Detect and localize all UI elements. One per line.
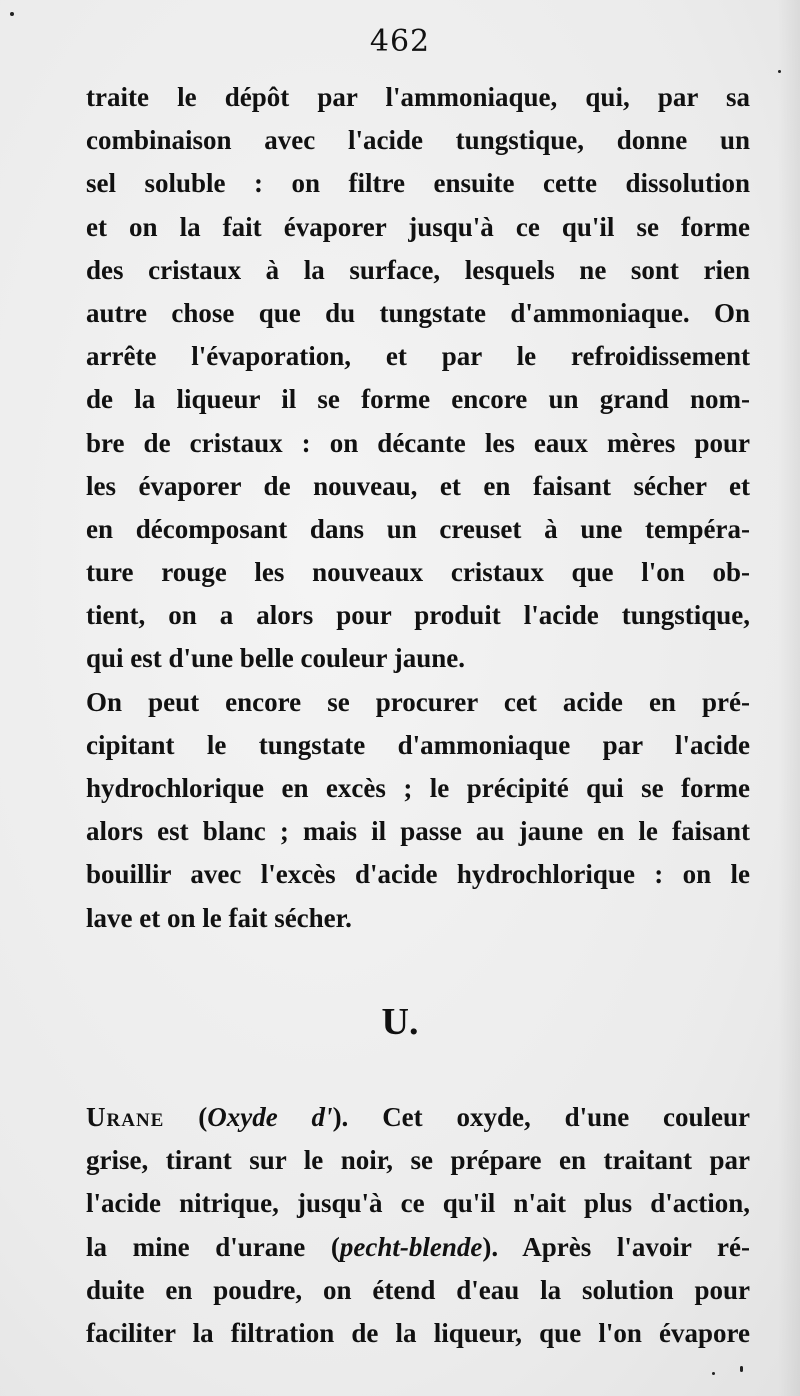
entry-text: la mine d'urane ( bbox=[86, 1231, 340, 1262]
text-line: autre chose que du tungstate d'ammoniaque. On bbox=[86, 297, 750, 328]
entry-headword: Urane bbox=[86, 1102, 165, 1132]
text-line: bre de cristaux : on décante les eaux mères pour bbox=[86, 427, 750, 458]
text-line: des cristaux à la surface, lesquels ne sont rien bbox=[86, 254, 750, 285]
text-line: les évaporer de nouveau, et en faisant sécher et bbox=[86, 470, 750, 501]
text-line: ture rouge les nouveaux cristaux que l'on ob- bbox=[86, 557, 750, 588]
text-line: l'acide nitrique, jusqu'à ce qu'il n'ait plus d'action, bbox=[86, 1188, 750, 1219]
paragraph-1 bbox=[86, 76, 750, 940]
text-line: qui est d'une belle couleur jaune. bbox=[86, 643, 466, 674]
paren: ( bbox=[198, 1102, 208, 1132]
text-line: sel soluble : on filtre ensuite cette dissolution bbox=[86, 168, 750, 199]
page-number: 462 bbox=[369, 24, 431, 59]
text-line: On peut encore se procurer cet acide en pré- bbox=[86, 686, 750, 717]
section-heading: U. bbox=[381, 1001, 419, 1043]
text-line: de la liqueur il se forme encore un grand nom- bbox=[86, 384, 750, 415]
speck bbox=[712, 1372, 715, 1375]
entry-italic: pecht-blende bbox=[339, 1231, 483, 1262]
text-line: arrête l'évaporation, et par le refroidissement bbox=[86, 341, 750, 372]
text-line: traite le dépôt par l'ammoniaque, qui, par sa bbox=[86, 82, 750, 112]
text-line: faciliter la filtration de la liqueur, que l'on évapore bbox=[86, 1317, 750, 1348]
page-edge-shadow bbox=[778, 0, 800, 1396]
text-line: tient, on a alors pour produit l'acide tungstique, bbox=[86, 600, 750, 631]
speck bbox=[740, 1366, 743, 1372]
text-line bbox=[86, 1226, 750, 1269]
text-line: lave et on le fait sécher. bbox=[86, 902, 352, 933]
speck bbox=[10, 12, 14, 16]
text-line: et on la fait évaporer jusqu'à ce qu'il se forme bbox=[86, 211, 750, 242]
entry-text: ). Après l'avoir ré- bbox=[482, 1231, 750, 1262]
entry-text: Cet oxyde, d'une couleur bbox=[382, 1102, 751, 1132]
entry-subhead: Oxyde d' bbox=[207, 1102, 333, 1132]
entry-urane bbox=[86, 1096, 750, 1355]
text-line: grise, tirant sur le noir, se prépare en traitant par bbox=[86, 1145, 750, 1176]
text-line: duite en poudre, on étend d'eau la solution pour bbox=[86, 1274, 750, 1305]
text-line: en décomposant dans un creuset à une tempéra- bbox=[86, 513, 750, 544]
entry-first-line bbox=[86, 1096, 750, 1139]
speck bbox=[778, 70, 781, 73]
text-line: cipitant le tungstate d'ammoniaque par l'acide bbox=[86, 729, 750, 760]
paren: ). bbox=[332, 1102, 349, 1132]
text-line: hydrochlorique en excès ; le précipité qui se forme bbox=[86, 773, 750, 803]
text-line: combinaison avec l'acide tungstique, donne un bbox=[86, 125, 750, 156]
text-line: alors est blanc ; mais il passe au jaune en le faisant bbox=[86, 816, 750, 847]
text-line: bouillir avec l'excès d'acide hydrochlorique : on le bbox=[86, 859, 750, 890]
